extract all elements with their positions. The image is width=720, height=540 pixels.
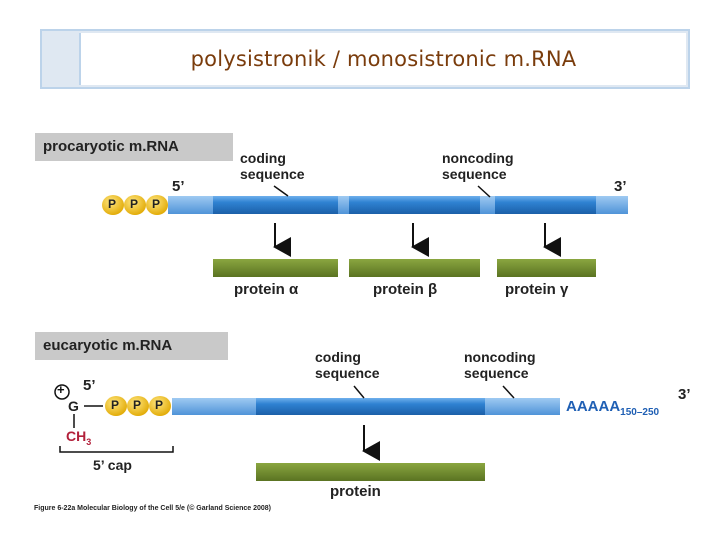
eukaryotic-protein-bar: [256, 463, 485, 481]
protein-bar-beta: [349, 259, 480, 277]
poly-a-tail-label: $AAAAA_{150-250}$: [566, 398, 660, 418]
phosphate-label: P: [133, 398, 142, 412]
euk-coding-sequence-label: coding sequence: [315, 349, 380, 381]
coding-segment-gamma: [495, 196, 596, 214]
euk-coding-pointer-line: [354, 386, 364, 398]
noncoding-pointer-line: [478, 186, 490, 197]
protein-beta-label: protein β: [373, 281, 438, 298]
three-prime-label: 3’: [614, 178, 627, 195]
protein-gamma-label: protein γ: [505, 281, 569, 298]
eukaryotic-panel-label: eucaryotic m.RNA: [35, 332, 228, 360]
guanine-label: G: [68, 398, 79, 414]
euk-noncoding-pointer-line: [503, 386, 514, 398]
phosphate-label: P: [130, 197, 139, 211]
eukaryotic-coding-segment: [256, 398, 485, 415]
coding-segment-beta: [349, 196, 480, 214]
figure-caption: Figure 6-22a Molecular Biology of the Cell 5/e (© Garland Science 2008): [34, 505, 272, 512]
eukaryotic-mrna-strand: [172, 398, 560, 415]
euk-five-prime-label: 5’: [83, 377, 96, 394]
protein-bar-alpha: [213, 259, 338, 277]
phosphate-label: P: [108, 197, 117, 211]
coding-segment-alpha: [213, 196, 338, 214]
phosphate-label: P: [155, 398, 164, 412]
phosphate-label: P: [111, 398, 120, 412]
euk-three-prime-label: 3’: [678, 386, 691, 403]
coding-pointer-line: [274, 186, 288, 196]
methyl-group-label: $CH_3$: [66, 428, 92, 447]
prokaryotic-panel-label: procaryotic m.RNA: [35, 133, 233, 161]
euk-noncoding-sequence-label: noncoding sequence: [464, 349, 536, 381]
slide-title: polysistronik / monosistronic m.RNA: [190, 47, 577, 71]
charge-label: +: [57, 382, 65, 397]
noncoding-sequence-label: noncoding sequence: [442, 150, 514, 182]
cap-bracket: [60, 446, 173, 452]
five-prime-label: 5’: [172, 178, 185, 195]
coding-sequence-label: coding sequence: [240, 150, 305, 182]
phosphate-label: P: [152, 197, 161, 211]
euk-protein-label: protein: [330, 483, 381, 500]
five-prime-cap-label: 5’ cap: [93, 457, 132, 473]
protein-bar-gamma: [497, 259, 596, 277]
prokaryotic-mrna-strand: [168, 196, 628, 214]
protein-alpha-label: protein α: [234, 281, 299, 298]
